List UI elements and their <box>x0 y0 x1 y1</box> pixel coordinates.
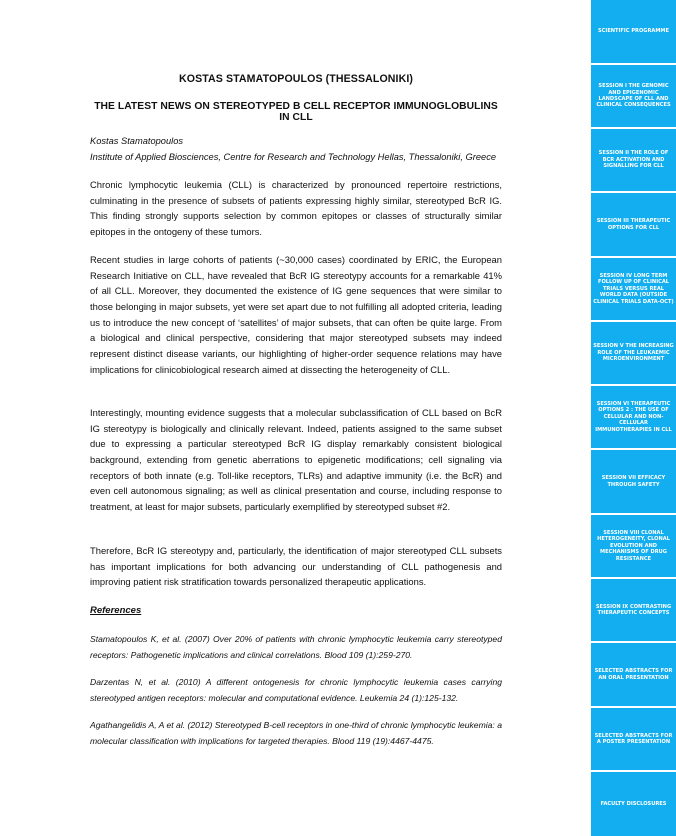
nav-label: SESSION V THE INCREASING ROLE OF THE LEUKAEMIC MICROENVIRONMENT <box>593 343 674 363</box>
nav-session-3[interactable] <box>591 193 676 256</box>
nav-session-6[interactable] <box>591 386 676 448</box>
author-name: Kostas Stamatopoulos <box>90 136 184 146</box>
nav-session-8[interactable] <box>591 515 676 577</box>
nav-label: SCIENTIFIC PROGRAMME <box>598 28 669 35</box>
nav-session-7[interactable] <box>591 450 676 513</box>
nav-oral-abstracts[interactable] <box>591 643 676 706</box>
nav-label: FACULTY DISCLOSURES <box>600 800 667 807</box>
nav-label: SELECTED ABSTRACTS FOR AN ORAL PRESENTATION <box>594 668 673 681</box>
nav-label: SESSION I THE GENOMIC AND EPIGENOMIC LANDSCAPE OF CLL AND CLINICAL CONSEQUENCES <box>596 83 671 109</box>
nav-label: SELECTED ABSTRACTS FOR A POSTER PRESENTATION <box>594 732 673 745</box>
references-heading: References <box>90 605 142 616</box>
nav-label: SESSION II THE ROLE OF BCR ACTIVATION AND SIGNALLING FOR CLL <box>598 150 669 170</box>
nav-faculty-disclosures[interactable] <box>591 772 676 836</box>
nav-session-2[interactable] <box>591 129 676 191</box>
author-block <box>90 133 502 165</box>
body-paragraph: Recent studies in large cohorts of patients (~30,000 cases) coordinated by ERIC, the European Research Initiative on CLL, have revealed that BcR IG stereotypy accounts for a remarkable 41% of all CLL. Moreover, they documented the existence of IG gene sequences that were similar to those belonging in major subsets, yet were set apart due to not fulfilling all adopted criteria, leading us to introduce the new concept of ‘satellites’ of major subsets, that can often be quite large. From a biological and clinical perspective, considering that major stereotyped subsets may indeed represent distinct disease variants, our highlighting of higher-order sequence relations may have implications for clinicobiological research aimed at dissecting the heterogeneity of CLL. <box>90 254 502 375</box>
programme-sidebar <box>591 0 676 836</box>
author-affiliation: Institute of Applied Biosciences, Centre for Research and Technology Hellas, Thessaloniki, Greece <box>90 152 497 162</box>
nav-label: SESSION III THERAPEUTIC OPTIONS FOR CLL <box>596 218 671 231</box>
nav-label: SESSION VII EFFICACY THROUGH SAFETY <box>601 475 666 488</box>
nav-session-5[interactable] <box>591 322 676 384</box>
talk-title: THE LATEST NEWS ON STEREOTYPED B CELL RECEPTOR IMMUNOGLOBULINS IN CLL <box>94 101 498 123</box>
nav-label: SESSION IV LONG TERM FOLLOW UP OF CLINICAL TRIALS VERSUS REAL WORLD DATA (OUTSIDE CLINICAL TRIALS DATA-OCT) <box>593 272 674 305</box>
speaker-heading: KOSTAS STAMATOPOULOS (THESSALONIKI) <box>178 73 413 85</box>
body-paragraph: Chronic lymphocytic leukemia (CLL) is characterized by pronounced repertoire restrictions, culminating in the presence of subsets of patients expressing highly similar, stereotyped BcR IG. This finding strongly supports selection by common epitopes or classes of structurally similar epitopes in the ontogeny of these tumors. <box>90 179 502 237</box>
nav-label: SESSION IX CONTRASTING THERAPEUTIC CONCEPTS <box>595 603 672 616</box>
nav-session-4[interactable] <box>591 258 676 320</box>
nav-session-9[interactable] <box>591 579 676 641</box>
nav-poster-abstracts[interactable] <box>591 708 676 770</box>
reference-item: Darzentas N, et al. (2010) A different ontogenesis for chronic lymphocytic leukemia cases carrying stereotyped antigen receptors: molecular and computational evidence. Leukemia 24 (1):125-132. <box>90 677 502 703</box>
nav-session-1[interactable] <box>591 65 676 127</box>
reference-item: Stamatopoulos K, et al. (2007) Over 20% of patients with chronic lymphocytic leukemia carry stereotyped receptors: Pathogenetic implications and clinical correlations. Blood 109 (1):259-270. <box>90 634 502 660</box>
body-paragraph: Interestingly, mounting evidence suggests that a molecular subclassification of CLL based on BcR IG stereotypy is biologically and clinically relevant. Indeed, patients assigned to the same subset due to expressing a particular stereotyped BcR IG display remarkably consistent biological background, extending from genetic aberrations to epigenetic modifications; cell signaling via receptors of both innate (e.g. Toll-like receptors, TLRs) and adaptive immunity (i.e. the BcR) and even cell autonomous signaling; as well as clinical presentation and course, including response to treatment, at least for major subsets, particularly exemplified by stereotyped subset #2. <box>90 407 502 512</box>
nav-label: SESSION VIII CLONAL HETEROGENEITY, CLONAL EVOLUTION AND MECHANISMS OF DRUG RESISTANCE <box>597 529 670 562</box>
document-page <box>90 0 502 836</box>
nav-scientific-programme[interactable] <box>591 0 676 63</box>
nav-label: SESSION VI THERAPEUTIC OPTIONS 2 : THE USE OF CELLULAR AND NON-CELLULAR IMMUNOTHERAPIES IN CLL <box>595 400 672 433</box>
body-paragraph: Therefore, BcR IG stereotypy and, particularly, the identification of major stereotyped CLL subsets has important implications for both advancing our understanding of CLL pathogenesis and improving patient risk stratification towards personalized therapeutic applications. <box>90 545 502 588</box>
reference-item: Agathangelidis A, A et al. (2012) Stereotyped B-cell receptors in one-third of chronic lymphocytic leukemia: a molecular classification with implications for targeted therapies. Blood 119 (19):4467-4475. <box>90 720 502 746</box>
